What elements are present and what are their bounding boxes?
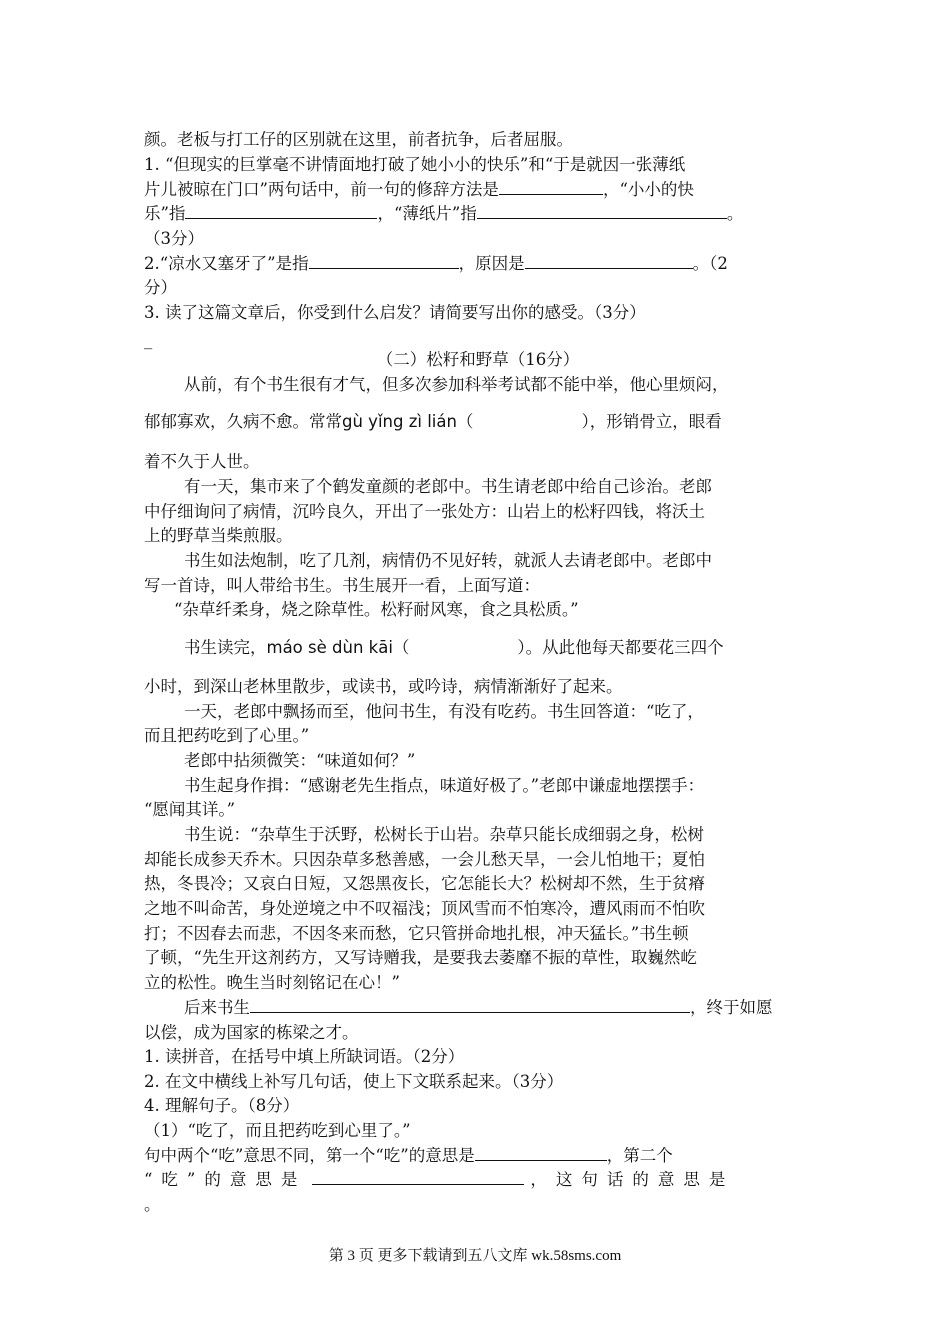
passage-line: 书生说：“杂草生于沃野，松树长于山岩。杂草只能长成细弱之身，松树: [184, 825, 704, 844]
answer-blank[interactable]: [475, 1144, 607, 1161]
subquestion-4: 4. 理解句子。（8分）: [144, 1096, 300, 1115]
answer-blank[interactable]: [477, 202, 727, 219]
question-1-score: （3分）: [144, 229, 204, 248]
question-1-line: 片儿被晾在门口”两句话中，前一句的修辞方法是 ，“小小的快: [144, 180, 694, 199]
passage-line: 热，冬畏冷；又哀白日短，又怨黑夜长，它怎能长大？松树却不然，生于贫瘠: [144, 874, 705, 893]
answer-dash: _: [144, 330, 153, 349]
subquestion-1: 1. 读拼音，在括号中填上所缺词语。（2分）: [144, 1047, 465, 1066]
subquestion-2: 2. 在文中横线上补写几句话，使上下文联系起来。（3分）: [144, 1072, 564, 1091]
answer-blank[interactable]: [499, 178, 603, 195]
passage-line: 从前，有个书生很有才气，但多次参加科举考试都不能中举，他心里烦闷，: [184, 375, 729, 394]
passage-line: “愿闻其详。”: [144, 800, 236, 819]
passage-line: 小时，到深山老林里散步，或读书，或吟诗，病情渐渐好了起来。: [144, 677, 623, 696]
passage-line: 立的松性。晚生当时刻铭记在心！”: [144, 973, 400, 992]
passage-line: 以偿，成为国家的栋梁之才。: [144, 1023, 359, 1042]
text-line: 颜。老板与打工仔的区别就在这里，前者抗争，后者屈服。: [144, 130, 573, 149]
passage-line: 中仔细询问了病情，沉吟良久，开出了一张处方：山岩上的松籽四钱，将沃土: [144, 502, 705, 521]
answer-blank[interactable]: [250, 996, 690, 1013]
passage-line: 郁郁寡欢，久病不愈。常常gù yǐng zì lián（ ），形销骨立，眼看: [144, 412, 722, 431]
subquestion-4-1: （1）“吃了，而且把药吃到心里了。”: [144, 1121, 411, 1140]
passage-line: 后来书生 ，终于如愿: [184, 998, 773, 1017]
passage-line: 书生如法炮制，吃了几剂，病情仍不见好转，就派人去请老郎中。老郎中: [184, 551, 712, 570]
passage-line: 老郎中拈须微笑：“味道如何？”: [184, 751, 416, 770]
passage-line: 书生起身作揖：“感谢老先生指点，味道好极了。”老郎中谦虚地摆摆手：: [184, 776, 705, 795]
passage-line: 写一首诗，叫人带给书生。书生展开一看，上面写道：: [144, 576, 540, 595]
question-1-line: 乐”指 ，“薄纸片”指 。: [144, 204, 744, 223]
passage-line: 一天，老郎中飘扬而至，他问书生，有没有吃药。书生回答道：“吃了，: [184, 702, 704, 721]
section-title: （二）松籽和野草（16分）: [376, 350, 580, 369]
answer-blank[interactable]: [185, 202, 377, 219]
question-2-line: 2.“凉水又塞牙了”是指 ，原因是 。（2: [144, 254, 728, 273]
passage-line: 书生读完，máo sè dùn kāi（ ）。从此他每天都要花三四个: [184, 638, 724, 657]
passage-line: 打；不因春去而悲，不因冬来而愁，它只管拼命地扎根，冲天猛长。”书生顿: [144, 924, 689, 943]
question-2-score: 分）: [144, 278, 177, 297]
passage-line: 之地不叫命苦，身处逆境之中不叹福浅；顶风雪而不怕寒冷，遭风雨而不怕吹: [144, 899, 705, 918]
passage-line: 有一天，集市来了个鹤发童颜的老郎中。书生请老郎中给自己诊治。老郎: [184, 477, 712, 496]
subquestion-4-line: “吃”的意思是 ，这句话的意思是: [144, 1170, 735, 1189]
question-1-line: 1. “但现实的巨掌毫不讲情面地打破了她小小的快乐”和“于是就因一张薄纸: [144, 155, 686, 174]
passage-line: 却能长成参天乔木。只因杂草多愁善感，一会儿愁天旱，一会儿怕地干；夏怕: [144, 850, 705, 869]
question-3-line: 3. 读了这篇文章后，你受到什么启发？请简要写出你的感受。（3分）: [144, 303, 646, 322]
passage-line: 了顿，“先生开这剂药方，又写诗赠我，是要我去萎靡不振的草性，取巍然屹: [144, 948, 697, 967]
poem-line: “杂草纤柔身，烧之除草性。松籽耐风寒，食之具松质。”: [174, 600, 579, 619]
page-footer: 第 3 页 更多下载请到五八文库 wk.58sms.com: [328, 1248, 622, 1264]
passage-line: 而且把药吃到了心里。”: [144, 726, 310, 745]
subquestion-4-line: 句中两个“吃”意思不同，第一个“吃”的意思是 ，第二个: [144, 1146, 673, 1165]
answer-blank[interactable]: [525, 252, 693, 269]
passage-line: 着不久于人世。: [144, 452, 260, 471]
passage-line: 上的野草当柴煎服。: [144, 526, 293, 545]
answer-blank[interactable]: [309, 252, 459, 269]
subquestion-4-line: 。: [144, 1195, 161, 1214]
answer-blank[interactable]: [312, 1168, 524, 1185]
